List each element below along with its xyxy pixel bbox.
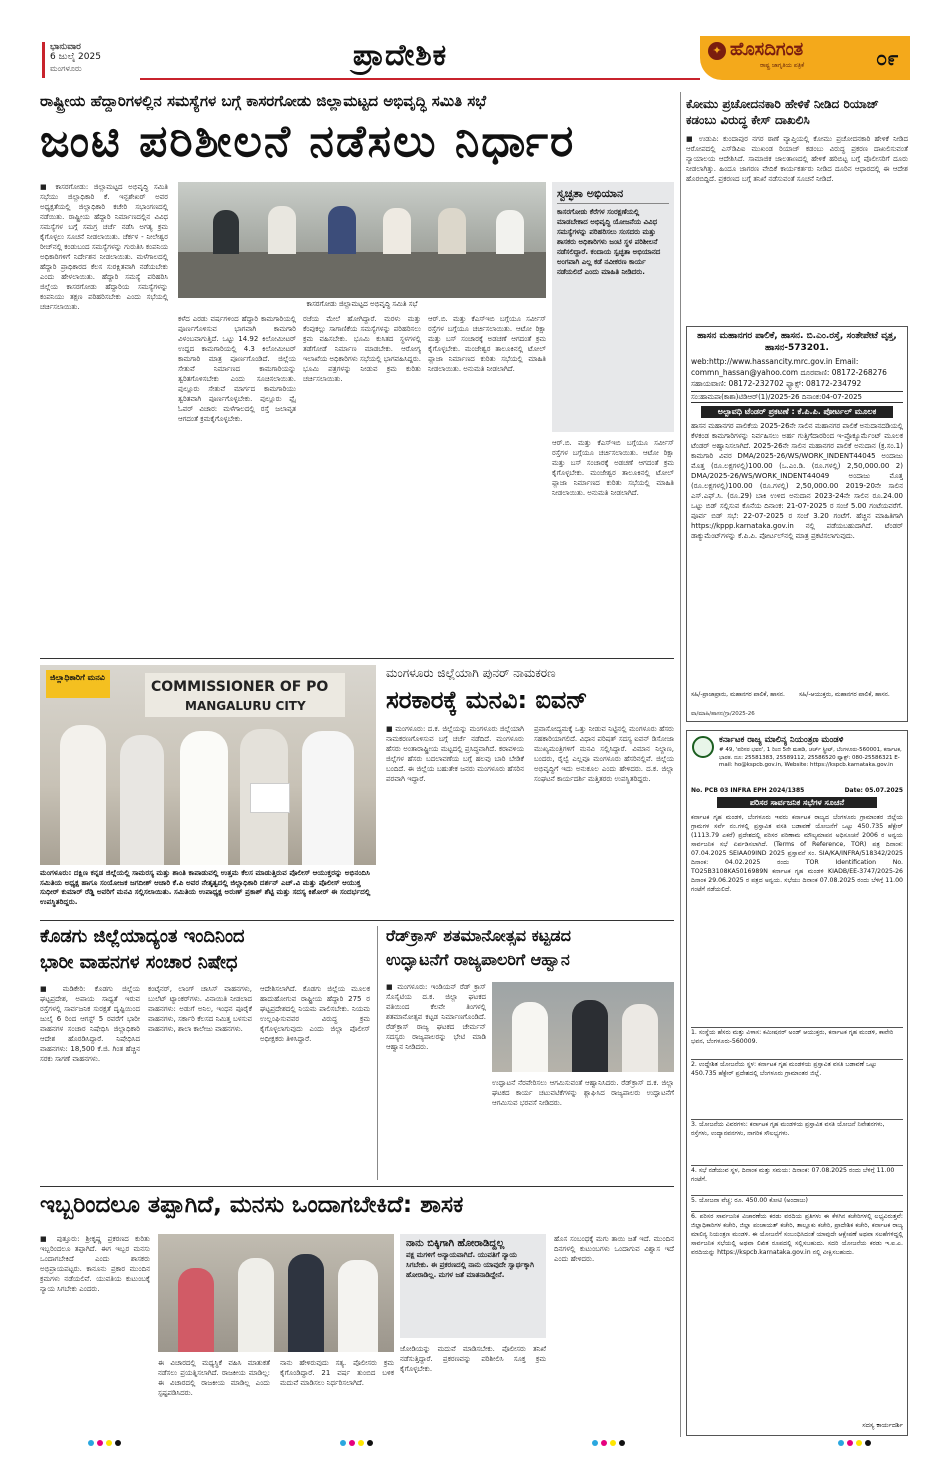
quote-title: ನಾನು ಬಿಕ್ಕಿಗಾಗಿ ಹೋರಾಡಿದ್ದಲ್ಲ — [406, 1238, 505, 1249]
ad2-item-2: 2. ಉದ್ದೇಶಿತ ಯೋಜನೆಯ ಸ್ಥಳ: ಕರ್ನಾಟಕ ಗೃಹ ಮಂಡಳಿಯ ಪ್ರಸ್ತಾವಿತ ವಸತಿ ಬಡಾವಣೆ ಒಟ್ಟು 450.735 ಹೆಕ್ಟೇರ್ ಪ್ರದೇಶದಲ್ಲಿ ಬೆಂಗಳೂರು ಗ್ರಾಮಾಂತರ ಜಿಲ್ಲೆ. — [691, 1059, 903, 1117]
ad1-phone: ಸಹಾಯವಾಣಿ: 08172-232702 ಫ್ಯಾಕ್ಸ್: 08172-234792 — [691, 379, 862, 388]
sidebar-title: ಸ್ವಚ್ಛತಾ ಅಭಿಯಾನ — [557, 187, 669, 204]
ivan-caption: ಮಂಗಳೂರು: ದಕ್ಷಿಣ ಕನ್ನಡ ಜಿಲ್ಲೆಯಲ್ಲಿ ಸಾಮರಸ್ಯ ಮತ್ತು ಶಾಂತಿ ಕಾಪಾಡುವಲ್ಲಿ ಉತ್ತಮ ಕೆಲಸ ಮಾಡುತ್ತಿರುವ ಪೊಲೀಸ್ ಆಯುಕ್ತರನ್ನು ಅಭಿನಂದಿಸಿ ಸಮಿತಿಯ ಅಧ್ಯಕ್ಷ ಹಾಗೂ ಸಂಯೋಜಕ ಜಗದೀಶ್ ಆಚಾರಿ ಕೆ.ಪಿ ಅವರ ನೇತೃತ್ವದಲ್ಲಿ ಜಿಲ್ಲಾಧಿಕಾರಿ ದರ್ಶನ್ ಎಚ್.ವಿ ಮತ್ತು ಪೊಲೀಸ್ ಆಯುಕ್ತ ಸುಧೀರ್ ಕುಮಾರ್ ರೆಡ್ಡಿ ಅವರಿಗೆ ಮನವಿ ಸಲ್ಲಿಸಲಾಯಿತು. ಸಮಿತಿಯ ಉಪಾಧ್ಯಕ್ಷ ಅರುಣ್ ಪ್ರಕಾಶ್ ಶೆಟ್ಟಿ ಮತ್ತು ಸದಸ್ಯ ಕಿಶೋರ್ ಈ ಸಂದರ್ಭದಲ್ಲಿ ಉಪಸ್ಥಿತರಿದ್ದರು. — [40, 868, 371, 906]
lead-col-2: ಕಳೆದ ಎರಡು ವರ್ಷಗಳಿಂದ ಹೆದ್ದಾರಿ ಕಾಮಗಾರಿಯಲ್ಲಿ ಪೂರ್ಣಗೊಳಿಸುವ ಭಾಗವಾಗಿ ಕಾಮಗಾರಿ ವಿಳಂಬವಾಗುತ್ತಿದೆ. ಒಟ್ಟು 14.92 ಕಿಲೋಮೀಟರ್ ಉದ್ದದ ಕಾಮಗಾರಿಯಲ್ಲಿ 4.3 ಕಿಲೋಮೀಟರ್ ಕಾಮಗಾರಿ ಮಾತ್ರ ಪೂರ್ಣಗೊಂಡಿದೆ. ಜಿಲ್ಲೆಯ ಸೇತುವೆ ನಿರ್ಮಾಣದ ಕಾಮಗಾರಿಯನ್ನು ತ್ವರಿತಗೊಳಿಸಬೇಕು ಎಂದು ಸೂಚಿಸಲಾಯಿತು. ಪುಲ್ಲೂರು ಸೇತುವೆ ಮಾರ್ಗದ ಕಾಮಗಾರಿಯು ತ್ವರಿತವಾಗಿ ಪೂರ್ಣಗೊಳ್ಳಬೇಕು. ಪುಲ್ಲೂರು ಪ್ಲೈ ಓವರ್ ವಿಚಾರ: ಮಳೆಗಾಲದಲ್ಲಿ ರಸ್ತೆ ಜಲಾವೃತ ಆಗದಂತೆ ಕ್ರಮಕೈಗೊಳ್ಳಬೇಕು. — [178, 315, 296, 423]
lead-photo-caption: ಕಾಸರಗೋಡು ಜಿಲ್ಲಾಮಟ್ಟದ ಅಭಿವೃದ್ಧಿ ಸಮಿತಿ ಸಭೆ — [178, 300, 546, 309]
lead-col-5-text: ಆರ್.ಬಿ. ಮತ್ತು ಕೆಎಸ್‌ಇಬಿ ಬಗ್ಗೆಯೂ ಸರ್ವೀಸ್ ರಸ್ತೆಗಳ ಬಗ್ಗೆಯೂ ಚರ್ಚಿಸಲಾಯಿತು. ಆಟೋ ರಿಕ್ಷಾ ಮತ್ತು ಬಸ್ ಸಂಚಾರಕ್ಕೆ ಅಡಚಣೆ ಆಗದಂತೆ ಕ್ರಮ ಕೈಗೊಳ್ಳಬೇಕು. ಮಂಜೇಶ್ವರ ತಾಲೂಕಿನಲ್ಲಿ ಟೋಲ್ ಪ್ಲಾಜಾ ನಿರ್ಮಾಣದ ಕುರಿತು ಸಭೆಯಲ್ಲಿ ಮಾಹಿತಿ ನೀಡಲಾಯಿತು. ಅನುಮತಿ ನೀಡಲಾಗಿದೆ. — [552, 439, 674, 497]
lead-kicker: ರಾಷ್ಟ್ರೀಯ ಹೆದ್ದಾರಿಗಳಲ್ಲಿನ ಸಮಸ್ಯೆಗಳ ಬಗ್ಗೆ ಕಾಸರಗೋಡು ಜಿಲ್ಲಾಮಟ್ಟದ ಅಭಿವೃದ್ಧಿ ಸಮಿತಿ ಸಭೆ — [40, 92, 487, 110]
ivan-kicker: ಮಂಗಳೂರು ಜಿಲ್ಲೆಯಾಗಿ ಪುನರ್ ನಾಮಕರಣ — [386, 666, 556, 680]
registration-marks-3 — [592, 1440, 632, 1450]
ivan-col-2: ಪ್ರವಾಸೋದ್ಯಮಕ್ಕೆ ಒತ್ತು ನೀಡುವ ನಿಟ್ಟಿನಲ್ಲಿ ಮಂಗಳೂರು ಹೆಸರು ಸಹಕಾರಿಯಾಗಲಿದೆ. ವಿಧಾನ ಪರಿಷತ್ ಸದಸ್ಯ ಐವನ್ ಡಿಸೋಜಾ ಮುಖ್ಯಮಂತ್ರಿಗಳಿಗೆ ಮನವಿ ಸಲ್ಲಿಸಿದ್ದಾರೆ. ವಿಮಾನ ನಿಲ್ದಾಣ, ಬಂದರು, ರೈಲ್ವೆ ಎಲ್ಲವೂ ಮಂಗಳೂರು ಹೆಸರಿನಲ್ಲಿವೆ. ಜಿಲ್ಲೆಯ ಅಭಿವೃದ್ಧಿಗೆ ಇದು ಅನುಕೂಲ ಎಂದು ಹೇಳಿದರು. ದ.ಕ. ಜಿಲ್ಲಾ ಸಂಘಟನೆ ಕಾರ್ಯದರ್ಶಿ ಮತ್ತಿತರರು ಉಪಸ್ಥಿತರಿದ್ದರು. — [534, 725, 674, 783]
reg-yellow-2 — [358, 1440, 364, 1446]
court-text: ■ ಉಡುಪಿ: ಕುಂದಾಪುರ ನಗರ ಠಾಣೆ ವ್ಯಾಪ್ತಿಯಲ್ಲಿ ಕೋಮು ಪ್ರಚೋದನಕಾರಿ ಹೇಳಿಕೆ ನೀಡಿದ ಆರೋಪದಲ್ಲಿ ಎಸ್‌ಡಿಪಿಐ ಮುಖಂಡ ರಿಯಾಜ್ ಕಡಂಬು ವಿರುದ್ಧ ಪ್ರಕರಣ ದಾಖಲಿಸುವಂತೆ ನ್ಯಾಯಾಲಯ ಆದೇಶಿಸಿದೆ. ಸಾಮಾಜಿಕ ಜಾಲತಾಣದಲ್ಲಿ ಹೇಳಿಕೆ ಹರಿಬಿಟ್ಟ ಬಗ್ಗೆ ಪೊಲೀಸರಿಗೆ ದೂರು ನೀಡಲಾಗಿತ್ತು. ಹಿಂದೂ ಜಾಗರಣ ವೇದಿಕೆ ಕಾರ್ಯಕರ್ತರು ನೀಡಿದ ದೂರಿನ ಆಧಾರದಲ್ಲಿ ಈ ಆದೇಶ ಹೊರಬಿದ್ದಿದೆ. ಪ್ರಕರಣದ ಬಗ್ಗೆ ತನಿಖೆ ನಡೆಸುವಂತೆ ಸೂಚನೆ ನೀಡಿದೆ. — [686, 135, 908, 183]
ad1-sign-left: ಸಹಿ/-ಪ್ರಾಜಾಪ್ರಾರು, ಮಹಾನಗರ ಪಾಲಿಕೆ, ಹಾಸನ. — [691, 691, 785, 698]
divider-lead-bottom — [40, 658, 674, 659]
reg-yellow-3 — [610, 1440, 616, 1446]
logo-block — [700, 36, 910, 80]
sign-board-line-1: COMMISSIONER OF PO — [151, 679, 329, 695]
ibbaru-photo — [158, 1234, 394, 1352]
lead-col-1: ■ ಕಾಸರಗೋಡು: ಜಿಲ್ಲಾಮಟ್ಟದ ಅಭಿವೃದ್ಧಿ ಸಮಿತಿ ಸಭೆಯು ಜಿಲ್ಲಾಧಿಕಾರಿ ಕೆ. ಇನ್ಬಶೇಖರ್ ಅವರ ಅಧ್ಯಕ್ಷತೆಯಲ್ಲಿ ಜಿಲ್ಲಾಧಿಕಾರಿ ಕಚೇರಿ ಸಭಾಂಗಣದಲ್ಲಿ ನಡೆಯಿತು. ರಾಷ್ಟ್ರೀಯ ಹೆದ್ದಾರಿ ನಿರ್ಮಾಣದಲ್ಲಿನ ವಿವಿಧ ಸಮಸ್ಯೆಗಳ ಬಗ್ಗೆ ಸಮಗ್ರ ಚರ್ಚೆ ನಡೆಸಿ ಅಗತ್ಯ ಕ್ರಮ ಕೈಗೊಳ್ಳಲು ಸೂಚನೆ ನೀಡಲಾಯಿತು. ಚೆರ್ಕಳ - ನೀಲೇಶ್ವರ ರೀಚ್‌ನಲ್ಲಿ ಕಂಡುಬಂದ ಸಮಸ್ಯೆಗಳನ್ನು ಗುರುತಿಸಿ ಕಂಪನಿಯ ಅಧಿಕಾರಿಗಳಿಗೆ ನಿರ್ದೇಶನ ನೀಡಲಾಯಿತು. ಮಳೆಗಾಲದಲ್ಲಿ ಹೆದ್ದಾರಿ ಪ್ರಾಧಿಕಾರದ ಕೆಲಸ ಸುರಕ್ಷಿತವಾಗಿ ನಡೆಯಬೇಕು ಎಂದು ಹೇಳಲಾಯಿತು. ಹೆದ್ದಾರಿ ಸಮಸ್ಯೆ ಪರಿಹರಿಸಿ ಜಿಲ್ಲೆಯ ಕಾಸರಗೋಡು ಹೆದ್ದಾರಿಯ ಸಮಸ್ಯೆಗಳನ್ನು ಕಂಪನಿಯು ತಕ್ಷಣ ಪರಿಹರಿಸಬೇಕು ಎಂದು ಸಭೆಯಲ್ಲಿ ಚರ್ಚಿಸಲಾಯಿತು. — [40, 183, 168, 311]
divider-kodagu-redcross — [377, 926, 378, 1180]
ad2-item-3: 3. ಯೋಜನೆಯ ವಿವರಗಳು: ಕರ್ನಾಟಕ ಗೃಹ ಮಂಡಳಿಯ ಪ್ರಸ್ತಾವಿತ ವಸತಿ ಯೋಜನೆ ನಿವೇಶನಗಳು, ರಸ್ತೆಗಳು, ಉದ್ಯಾನವನಗಳು, ನಾಗರಿಕ ಸೌಲಭ್ಯಗಳು. — [691, 1119, 903, 1163]
ad2-body: ಕರ್ನಾಟಕ ಗೃಹ ಮಂಡಳಿ, ಬೆಂಗಳೂರು ಇವರು ಕರ್ನಾಟಕ ರಾಜ್ಯದ ಬೆಂಗಳೂರು ಗ್ರಾಮಾಂತರ ಜಿಲ್ಲೆಯ ಗ್ರಾಮಗಳ ಸರ್ವೆ ನಂ.ಗಳಲ್ಲಿ ಪ್ರಸ್ತಾವಿತ ವಸತಿ ಬಡಾವಣೆ ಯೋಜನೆಗೆ ಒಟ್ಟು 450.735 ಹೆಕ್ಟೇರ್ (1113.79 ಎಕರೆ) ಪ್ರದೇಶದಲ್ಲಿ ಪರಿಸರ ಪರಿಣಾಮ ಮೌಲ್ಯಮಾಪನ ಅಧಿಸೂಚನೆ 2006 ರ ಅನ್ವಯ ಸಾರ್ವಜನಿಕ ಸಭೆ ಏರ್ಪಡಿಸಲಾಗಿದೆ. (Terms of Reference, TOR) ಪತ್ರ ದಿನಾಂಕ: 07.04.2025 SEIAA09IND 2025 ಪ್ರಸ್ತಾವನೆ ಸಂ. SIA/KA/INFRA/518342/2025 ದಿನಾಂಕ: 04.02.2025 ರಂದು TOR Identification No. TO25B3108KA5016989N ಕರ್ನಾಟಕ ಗೃಹ ಮಂಡಳಿ KIADB/EE-3747/2025-26 ದಿನಾಂಕ 29.06.2025 ರ ಪತ್ರದ ಅನ್ವಯ. ಸಭೆಯು ದಿನಾಂಕ 07.08.2025 ರಂದು ಬೆಳಿಗ್ಗೆ 11.00 ಗಂಟೆಗೆ ನಡೆಯಲಿದೆ. — [691, 814, 903, 893]
masthead — [0, 0, 945, 80]
ad1-title: ಅಲ್ಪಾವಧಿ ಟೆಂಡರ್ ಪ್ರಕಟಣೆ : ಕೆ.ಪಿ.ಪಿ. ಪೋರ್ಟಲ್ ಮೂಲಕ — [701, 406, 893, 418]
logo-text: ಹೊಸದಿಗಂತ — [730, 39, 804, 60]
person-1 — [213, 210, 239, 254]
ad2-item-5: 5. ಯೋಜನಾ ವೆಚ್ಚ: ರೂ. 450.00 ಕೋಟಿ (ಅಂದಾಜು) — [691, 1195, 903, 1209]
reg-magenta-4 — [847, 1440, 853, 1446]
section-rule — [140, 78, 700, 80]
ad1-foot: ವಾ/ಮಾಹಿ/ಹಾಸನ/ಗ್ರಾ/2025-26 — [691, 711, 755, 717]
date-block — [42, 42, 137, 78]
ibbaru-col-4: ಜೋಡಿಯನ್ನು ಮದುವೆ ಮಾಡಿಸಬೇಕು. ಪೊಲೀಸರು ತನಿಖೆ ನಡೆಸುತ್ತಿದ್ದಾರೆ. ಪ್ರಕರಣವನ್ನು ಪರಿಶೀಲಿಸಿ ಸೂಕ್ತ ಕ್ರಮ ಕೈಗೊಳ್ಳಬೇಕು. — [400, 1345, 546, 1373]
redcross-headline-2: ಉದ್ಘಾಟನೆಗೆ ರಾಜ್ಯಪಾಲರಿಗೆ ಆಹ್ವಾನ — [386, 950, 570, 969]
ibbaru-col-1: ■ ಪುತ್ತೂರು: ಶ್ರೀಕೃಷ್ಣ ಪ್ರಕರಣದ ಕುರಿತು ಇಬ್ಬರಿಂದಲೂ ತಪ್ಪಾಗಿದೆ. ಈಗ ಇಬ್ಬರ ಮನಸು ಒಂದಾಗಬೇಕಿದೆ ಎಂದು ಶಾಸಕರು ಅಭಿಪ್ರಾಯಪಟ್ಟರು. ಕಾನೂನು ಪ್ರಕಾರ ಮುಂದಿನ ಕ್ರಮಗಳು ನಡೆಯಲಿವೆ. ಯುವತಿಯ ಕುಟುಂಬಕ್ಕೆ ನ್ಯಾಯ ಸಿಗಬೇಕು ಎಂದರು. — [40, 1235, 150, 1293]
ivan-badge — [46, 670, 110, 698]
reg-magenta-2 — [349, 1440, 355, 1446]
ibbaru-col-5: ಹೊಸ ಸಂಬಂಧಕ್ಕೆ ಮಗು ತಾಯಿ ಜತೆ ಇದೆ. ಮುಂದಿನ ದಿನಗಳಲ್ಲಿ ಕುಟುಂಬಗಳು ಒಂದಾಗುವ ವಿಶ್ವಾಸ ಇದೆ ಎಂದು ಹೇಳಿದರು. — [554, 1235, 674, 1263]
ad1-org: ಹಾಸನ ಮಹಾನಗರ ಪಾಲಿಕೆ, ಹಾಸನ. ಬಿ.ಎಂ.ರಸ್ತೆ, ಸಂತೇಪೇಟೆ ವೃತ್ತ, ಹಾಸನ-573201. — [697, 331, 897, 353]
man-left — [60, 725, 106, 865]
ibbaru-headline: ಇಬ್ಬರಿಂದಲೂ ತಪ್ಪಾಗಿದೆ, ಮನಸು ಒಂದಾಗಬೇಕಿದೆ: ಶಾಸಕ — [40, 1192, 464, 1218]
person-4 — [383, 208, 411, 254]
reg-cyan-4 — [838, 1440, 844, 1446]
ad1-sign-right: ಸಹಿ/-ಆಯುಕ್ತರು, ಮಹಾನಗರ ಪಾಲಿಕೆ, ಹಾಸನ. — [799, 691, 890, 698]
divider-right-column — [680, 92, 681, 1437]
person-5 — [438, 208, 466, 254]
reg-cyan-2 — [340, 1440, 346, 1446]
redcross-headline-1: ರೆಡ್‌ಕ್ರಾಸ್ ಶತಮಾನೋತ್ಸವ ಕಟ್ಟಡದ — [386, 926, 571, 945]
ad2-item-1: 1. ಸಂಸ್ಥೆಯ ಹೆಸರು ಮತ್ತು ವಿಳಾಸ: ಕಮೀಷನರ್ ಅಂಡ್ ಆಯುಕ್ತರು, ಕರ್ನಾಟಕ ಗೃಹ ಮಂಡಳಿ, ಕಾವೇರಿ ಭವನ, ಬೆಂಗಳೂರು-560009. — [691, 1027, 903, 1057]
section-title: ಪ್ರಾದೇಶಿಕ — [352, 38, 448, 73]
ad2-date: Date: 05.07.2025 — [844, 787, 903, 794]
woman — [178, 1268, 214, 1352]
ivan-badge-text: ಜಿಲ್ಲಾಧಿಕಾರಿಗೆ ಮನವಿ — [50, 673, 105, 682]
kodagu-headline-2: ಭಾರೀ ವಾಹನಗಳ ಸಂಚಾರ ನಿಷೇಧ — [40, 952, 238, 973]
lead-photo — [178, 182, 546, 298]
man-b — [288, 1254, 324, 1352]
reg-black-2 — [367, 1440, 373, 1446]
kspcb-notice-ad — [686, 730, 908, 1436]
ibbaru-quote-box — [400, 1234, 546, 1338]
lead-sidebar — [552, 182, 674, 432]
divider-kodagu-bottom — [40, 1186, 674, 1187]
redcross-photo — [492, 982, 674, 1072]
delegate-2 — [622, 1004, 658, 1072]
quote-text: ಪಕ್ಷ ಮಗಳಿಗೆ ಅನ್ಯಾಯವಾಗಿದೆ. ಯುವತಿಗೆ ನ್ಯಾಯ ಸಿಗಬೇಕು. ಈ ಪ್ರಕರಣದಲ್ಲಿ ನಾನು ಯಾವುದೇ ಸ್ವಾರ್ಥಕ್ಕಾಗಿ ಹೋರಾಡಿಲ್ಲ. ಮಗಳ ಜತೆ ಮಾತನಾಡಿದ್ದೇನೆ. — [406, 1251, 534, 1279]
logo-tagline: ರಾಷ್ಟ್ರ ಜಾಗೃತಿಯ ಪತ್ರಿಕೆ — [760, 62, 805, 69]
reg-magenta — [97, 1440, 103, 1446]
meeting-table — [178, 252, 546, 298]
man-5 — [302, 731, 354, 865]
man-c — [338, 1260, 378, 1352]
lead-col-4: ಆರ್.ಬಿ. ಮತ್ತು ಕೆಎಸ್‌ಇಬಿ ಬಗ್ಗೆಯೂ ಸರ್ವೀಸ್ ರಸ್ತೆಗಳ ಬಗ್ಗೆಯೂ ಚರ್ಚಿಸಲಾಯಿತು. ಆಟೋ ರಿಕ್ಷಾ ಮತ್ತು ಬಸ್ ಸಂಚಾರಕ್ಕೆ ಅಡಚಣೆ ಆಗದಂತೆ ಕ್ರಮ ಕೈಗೊಳ್ಳಬೇಕು. ಮಂಜೇಶ್ವರ ತಾಲೂಕಿನಲ್ಲಿ ಟೋಲ್ ಪ್ಲಾಜಾ ನಿರ್ಮಾಣದ ಕುರಿತು ಸಭೆಯಲ್ಲಿ ಮಾಹಿತಿ ನೀಡಲಾಯಿತು. ಅನುಮತಿ ನೀಡಲಾಗಿದೆ. — [428, 315, 546, 373]
court-headline: ಕೋಮು ಪ್ರಚೋದನಕಾರಿ ಹೇಳಿಕೆ ನೀಡಿದ ರಿಯಾಜ್ ಕಡಂಬು ವಿರುದ್ಧ ಕೇಸ್ ದಾಖಲಿಸಿ — [686, 97, 879, 127]
masthead-edition: ಮಂಗಳೂರು — [50, 64, 82, 73]
sign-board-line-2: MANGALURU CITY — [185, 699, 306, 713]
kodagu-col-3: ಆದೇಶಿಸಲಾಗಿದೆ. ಕೊಡಗು ಜಿಲ್ಲೆಯ ಮೂಲಕ ಹಾದುಹೋಗುವ ರಾಷ್ಟ್ರೀಯ ಹೆದ್ದಾರಿ 275 ರ ಘಟ್ಟಪ್ರದೇಶದಲ್ಲಿ ನಿಯಮ ಪಾಲಿಸಬೇಕು. ನಿಯಮ ಉಲ್ಲಂಘಿಸುವವರ ವಿರುದ್ಧ ಕ್ರಮ ಕೈಗೊಳ್ಳಲಾಗುವುದು ಎಂದು ಜಿಲ್ಲಾ ಪೊಲೀಸ್ ಅಧೀಕ್ಷಕರು ತಿಳಿಸಿದ್ದಾರೆ. — [260, 985, 370, 1043]
ad2-sign: ಸದಸ್ಯ ಕಾರ್ಯದರ್ಶಿ — [862, 1421, 903, 1429]
man-2 — [120, 735, 164, 865]
kodagu-headline-1: ಕೊಡಗು ಜಿಲ್ಲೆಯಾದ್ಯಂತ ಇಂದಿನಿಂದ — [40, 926, 245, 947]
ad2-item-4: 4. ಸಭೆ ನಡೆಯುವ ಸ್ಥಳ, ದಿನಾಂಕ ಮತ್ತು ಸಮಯ: ದಿನಾಂಕ: 07.08.2025 ರಂದು ಬೆಳಿಗ್ಗೆ 11.00 ಗಂಟೆಗೆ. — [691, 1165, 903, 1193]
person-2 — [268, 206, 296, 254]
ad1-body: ಹಾಸನ ಮಹಾನಗರ ಪಾಲಿಕೆಯ 2025-26ನೇ ಸಾಲಿನ ಮಹಾನಗರ ಪಾಲಿಕೆ ಅನುದಾನದಡಿಯಲ್ಲಿ ಕೆಳಕಂಡ ಕಾಮಗಾರಿಗಳನ್ನು ನಿರ್ವಹಿಸಲು ಅರ್ಹ ಗುತ್ತಿಗೆದಾರರಿಂದ ಇ-ಪ್ರೊಕ್ಯೂರ್ಮೆಂಟ್ ಮೂಲಕ ಟೆಂಡರ್ ಅಹ್ವಾನಿಸಲಾಗಿದೆ. 2025-26ನೇ ಸಾಲಿನ ಮಹಾನಗರ ಪಾಲಿಕೆ ಅನುದಾನ (ಕ್ರ.ಸಂ.1) ಕಾಮಗಾರಿ ವಿವರ DMA/2025-26/WS/WORK_INDENT44045 ಅಂದಾಜು ಮೊತ್ತ (ರೂ.ಲಕ್ಷಗಳಲ್ಲಿ)100.00 (ಒ.ಎಂ.ಡಿ. (ರೂ.ಗಳಲ್ಲಿ) 2,50,000.00 2) DMA/2025-26/WS/WORK_INDENT44049 ಅಂದಾಜು ಮೊತ್ತ (ರೂ.ಲಕ್ಷಗಳಲ್ಲಿ)100.00 (ರೂ.ಗಳಲ್ಲಿ) 2,50,000.00 2019-20ನೇ ಸಾಲಿನ ಎಸ್.ಎಫ್.ಸಿ. (ರೂ.29) ಬಾಕಿ ಉಳಿದ ಅನುದಾನ 2023-24ನೇ ಸಾಲಿನ ರೂ.24.00 ಒಟ್ಟು ಬಿಡ್ ಸಲ್ಲಿಸುವ ಕೊನೆಯ ದಿನಾಂಕ: 21-07-2025 ರ ಸಂಜೆ 5.00 ಗಂಟೆಯವರೆಗೆ. ಪೂರ್ವ ಬಿಡ್ ಸಭೆ: 22-07-2025 ರ ಸಂಜೆ 3.20 ಗಂಟೆಗೆ. ಹೆಚ್ಚಿನ ಮಾಹಿತಿಗಾಗಿ https://kppp.karnataka.gov.in ನಲ್ಲಿ ಪಡೆಯಬಹುದಾಗಿದೆ. ಟೆಂಡರ್ ಡಾಕ್ಯುಮೆಂಟ್‌ಗಳನ್ನು ಕೆ.ಪಿ.ಪಿ. ಪೋರ್ಟಲ್‌ನಲ್ಲಿ ಮಾತ್ರ ಪ್ರಕಟಿಸಲಾಗುವುದು. — [691, 422, 903, 540]
ad2-ref: No. PCB 03 INFRA EPH 2024/1385 — [691, 787, 805, 794]
reg-yellow — [106, 1440, 112, 1446]
ad2-address: # 49, 'ಪರಿಸರ ಭವನ', 1 ರಿಂದ 5ನೇ ಮಹಡಿ, ಚರ್ಚ್ ಸ್ಟ್ರೀಟ್, ಬೆಂಗಳೂರು-560001, ಕರ್ನಾಟಕ, ಭಾರತ. ದೂ: 25581383, 25589112, 25586520 ಫ್ಯಾಕ್ಸ್: 080-25586321 E-mail: ho@kspcb.gov.in, Website: https://kspcb.karnataka.gov.in — [719, 747, 902, 768]
lead-col-3: ರಜೆಯ ಮೇಲೆ ಹೋಗಿದ್ದಾರೆ. ಮರಳು ಮತ್ತು ಕೆಂಪುಕಲ್ಲು ಸಾಗಾಣಿಕೆಯ ಸಮಸ್ಯೆಗಳನ್ನು ಪರಿಹರಿಸಲು ಕ್ರಮ ವಹಿಸಬೇಕು. ಭೂಮಿ ಕುಸಿತದ ಸ್ಥಳಗಳಲ್ಲಿ ತಡೆಗೋಡೆ ನಿರ್ಮಾಣ ಮಾಡಬೇಕು. ಆರೋಗ್ಯ ಇಲಾಖೆಯ ಅಧಿಕಾರಿಗಳು ಸಭೆಯಲ್ಲಿ ಭಾಗವಹಿಸಿದ್ದರು. ಭೂಮಿ ಪತ್ರಗಳನ್ನು ನೀಡುವ ಕ್ರಮ ಕುರಿತು ಚರ್ಚಿಸಲಾಯಿತು. — [303, 315, 421, 383]
reg-black-4 — [865, 1440, 871, 1446]
ad2-org: ಕರ್ನಾಟಕ ರಾಜ್ಯ ಮಾಲಿನ್ಯ ನಿಯಂತ್ರಣ ಮಂಡಳಿ — [719, 735, 844, 745]
lead-col-5 — [552, 438, 674, 650]
kodagu-col-1: ■ ಮಡಿಕೇರಿ: ಕೊಡಗು ಜಿಲ್ಲೆಯ ಘಟ್ಟಪ್ರದೇಶ, ಅಪಾಯ ಸಾಧ್ಯತೆ ಇರುವ ರಸ್ತೆಗಳಲ್ಲಿ ಸಾರ್ವಜನಿಕ ಸುರಕ್ಷತೆ ದೃಷ್ಟಿಯಿಂದ ಜುಲೈ 6 ರಿಂದ ಆಗಸ್ಟ್ 5 ರವರೆಗೆ ಭಾರೀ ವಾಹನಗಳ ಸಂಚಾರ ನಿಷೇಧಿಸಿ ಜಿಲ್ಲಾಧಿಕಾರಿ ಆದೇಶ ಹೊರಡಿಸಿದ್ದಾರೆ. ನಿಷೇಧಿಸಿದ ವಾಹನಗಳು: 18,500 ಕೆ.ಜಿ. ಗಿಂತ ಹೆಚ್ಚಿನ ಸರಕು ಸಾಗಣೆ ವಾಹನಗಳು. — [40, 985, 140, 1063]
ad1-web: web:http://www.hassancity.mrc.gov.in Email: commn_hassan@yahoo.com ದೂರವಾಣಿ: 08172-268276 — [691, 357, 887, 377]
ibbaru-col-3: ನಾನು ಹೇಳಿರುವುದು ಸತ್ಯ. ಪೊಲೀಸರು ಕ್ರಮ ಕೈಗೊಂಡಿದ್ದಾರೆ. 21 ವರ್ಷ ತುಂಬಿದ ಬಳಿಕ ಮದುವೆ ಮಾಡಿಸಲು ನಿರ್ಧರಿಸಲಾಗಿದೆ. — [280, 1359, 394, 1387]
ad1-ref: ಸಂ:ಹಾಮಪಾ(ಕಾಶಾ)ಟಿಡಿಆರ್(1)/2025-26 ದಿನಾಂಕ:04-07-2025 — [691, 391, 903, 403]
reg-cyan — [88, 1440, 94, 1446]
registration-marks-2 — [340, 1440, 380, 1450]
governor — [512, 1002, 548, 1072]
man-a — [238, 1258, 274, 1352]
redcross-col-2: ಉದ್ಘಾಟನೆ ನೆರವೇರಿಸಲು ಆಗಮಿಸುವಂತೆ ಆಹ್ವಾನಿಸಿದರು. ರೆಡ್‌ಕ್ರಾಸ್ ದ.ಕ. ಜಿಲ್ಲಾ ಘಟಕದ ಕಾರ್ಯ ಚಟುವಟಿಕೆಗಳನ್ನು ಶ್ಲಾಘಿಸಿದ ರಾಜ್ಯಪಾಲರು ಉದ್ಘಾಟನೆಗೆ ಆಗಮಿಸುವ ಭರವಸೆ ನೀಡಿದರು. — [492, 1079, 674, 1107]
ad2-item-6: 6. ಪರಿಸರ ಸಾರ್ವಜನಿಕ ವಿಚಾರಣೆಯ ಕರಡು ವರದಿಯ ಪ್ರತಿಗಳು ಈ ಕೆಳಗಿನ ಕಚೇರಿಗಳಲ್ಲಿ ಲಭ್ಯವಿರುತ್ತವೆ: ಜಿಲ್ಲಾಧಿಕಾರಿಗಳ ಕಚೇರಿ, ಜಿಲ್ಲಾ ಪಂಚಾಯತ್ ಕಚೇರಿ, ತಾಲ್ಲೂಕು ಕಚೇರಿ, ಪ್ರಾದೇಶಿಕ ಕಚೇರಿ, ಕರ್ನಾಟಕ ರಾಜ್ಯ ಮಾಲಿನ್ಯ ನಿಯಂತ್ರಣ ಮಂಡಳಿ. ಈ ಯೋಜನೆಗೆ ಸಂಬಂಧಿಸಿದಂತೆ ಯಾವುದೇ ಆಕ್ಷೇಪಣೆ ಅಥವಾ ಸಲಹೆಗಳಿದ್ದಲ್ಲಿ ಸಾರ್ವಜನಿಕ ಸಭೆಯಲ್ಲಿ ಅಥವಾ ಲಿಖಿತ ರೂಪದಲ್ಲಿ ಸಲ್ಲಿಸಬಹುದು. ಸದರಿ ಯೋಜನೆಯ ಕರಡು ಇ.ಐ.ಎ. ವರದಿಯನ್ನು https://kspcb.karnataka.gov.in ನಲ್ಲಿ ವೀಕ್ಷಿಸಬಹುದು. — [691, 1211, 903, 1411]
masthead-day: ಭಾನುವಾರ — [50, 42, 81, 52]
person-3 — [328, 206, 356, 254]
ibbaru-col-2: ಈ ವಿಚಾರದಲ್ಲಿ ಮಧ್ಯಸ್ಥಿಕೆ ವಹಿಸಿ ಮಾತುಕತೆ ನಡೆಸಲು ಪ್ರಯತ್ನಿಸಲಾಗಿದೆ. ರಾಜಕೀಯ ಮಾಡಿಲ್ಲ: ಈ ವಿಚಾರದಲ್ಲಿ ರಾಜಕೀಯ ಮಾಡಿಲ್ಲ ಎಂದು ಸ್ಪಷ್ಟಪಡಿಸಿದರು. — [158, 1359, 270, 1397]
ivan-col-1: ■ ಮಂಗಳೂರು: ದ.ಕ. ಜಿಲ್ಲೆಯನ್ನು ಮಂಗಳೂರು ಜಿಲ್ಲೆಯಾಗಿ ನಾಮಕರಣಗೊಳಿಸುವ ಬಗ್ಗೆ ಚರ್ಚೆ ನಡೆದಿದೆ. ಮಂಗಳೂರು ಹೆಸರು ಅಂತಾರಾಷ್ಟ್ರೀಯ ಮಟ್ಟದಲ್ಲಿ ಪ್ರಸಿದ್ಧವಾಗಿದೆ. ಕರಾವಳಿಯ ಜಿಲ್ಲೆಗಳ ಹೆಸರು ಬದಲಾವಣೆಯ ಬಗ್ಗೆ ಹಲವು ಬಾರಿ ಬೇಡಿಕೆ ಬಂದಿದೆ. ಈ ಜಿಲ್ಲೆಯ ಬಹುತೇಕ ಜನರು ಮಂಗಳೂರು ಹೆಸರಿನ ಪರವಾಗಿ ಇದ್ದಾರೆ. — [386, 725, 524, 783]
registration-marks-1 — [88, 1440, 128, 1450]
kodagu-col-2: ಕಂಟೈನರ್, ಲಾಂಗ್ ಚಾಸಿಸ್ ವಾಹನಗಳು, ಬುಲೆಟ್ ಟ್ಯಾಂಕರ್‌ಗಳು. ವಿನಾಯಿತಿ ನೀಡಲಾದ ವಾಹನಗಳು: ಅಡುಗೆ ಅನಿಲ, ಇಂಧನ ಪೂರೈಕೆ ವಾಹನಗಳು, ಸರ್ಕಾರಿ ಕೆಲಸದ ನಿಮಿತ್ತ ಬಳಸುವ ವಾಹನಗಳು, ಶಾಲಾ ಕಾಲೇಜು ವಾಹನಗಳು. — [148, 985, 252, 1033]
sign-board — [145, 673, 345, 717]
page-number: ೦೯ — [876, 46, 899, 70]
lamp-icon: ✦ — [708, 42, 726, 60]
reg-black — [115, 1440, 121, 1446]
lead-headline: ಜಂಟಿ ಪರಿಶೀಲನೆ ನಡೆಸಲು ನಿರ್ಧಾರ — [40, 116, 576, 167]
registration-marks-4 — [838, 1440, 878, 1450]
reg-magenta-3 — [601, 1440, 607, 1446]
ad2-title: ಪರಿಸರ ಸಾರ್ವಜನಿಕ ಸಭೆಗಳ ಸೂಚನೆ — [717, 797, 877, 808]
reg-black-3 — [619, 1440, 625, 1446]
delegate-1 — [572, 1000, 608, 1072]
redcross-col-1: ■ ಮಂಗಳೂರು: ಇಂಡಿಯನ್ ರೆಡ್ ಕ್ರಾಸ್ ಸೊಸೈಟಿಯ ದ.ಕ. ಜಿಲ್ಲಾ ಘಟಕದ ವತಿಯಿಂದ ಕೆಲವೇ ತಿಂಗಳಲ್ಲಿ ಶತಮಾನೋತ್ಸವ ಕಟ್ಟಡ ನಿರ್ಮಾಣಗೊಂಡಿದೆ. ರೆಡ್‌ಕ್ರಾಸ್ ರಾಜ್ಯ ಘಟಕದ ಚೇರ್ಮನ್ ಸದಸ್ಯರು ರಾಜ್ಯಪಾಲರನ್ನು ಭೇಟಿ ಮಾಡಿ ಆಹ್ವಾನ ನೀಡಿದರು. — [386, 983, 486, 1051]
person-6 — [496, 210, 524, 254]
reg-yellow-4 — [856, 1440, 862, 1446]
reg-cyan-3 — [592, 1440, 598, 1446]
memo-paper — [250, 783, 290, 813]
masthead-date: 6 ಜುಲೈ 2025 — [50, 52, 101, 62]
divider-ivan-bottom — [40, 920, 674, 921]
hassan-tender-ad — [686, 326, 908, 722]
man-3 — [180, 731, 228, 865]
kspcb-logo-icon — [692, 736, 714, 758]
ivan-headline: ಸರಕಾರಕ್ಕೆ ಮನವಿ: ಐವನ್ — [386, 686, 588, 714]
sidebar-text: ಕಾಸರಗೋಡು ಕೆರೆಗಳ ಸಂರಕ್ಷಣೆಯಲ್ಲಿ ಮಾಡಬೇಕಾದ ಅಭಿವೃದ್ಧಿ ಯೋಜನೆಯ ವಿವಿಧ ಸಮಸ್ಯೆಗಳನ್ನು ಪರಿಹರಿಸಲು ಸಂಸದರು ಮತ್ತು ಶಾಸಕರು ಅಧಿಕಾರಿಗಳು ಜಂಟಿ ಸ್ಥಳ ಪರಿಶೀಲನೆ ನಡೆಸಲಿದ್ದಾರೆ. ಕಂದಾಯ ಸ್ವಚ್ಛತಾ ಅಭಿಯಾನದ ಅಂಗವಾಗಿ ಎಲ್ಲ ಕಡೆ ನವೀಕರಣ ಕಾರ್ಯ ನಡೆಯಲಿದೆ ಎಂದು ಮಾಹಿತಿ ನೀಡಿದರು. — [557, 208, 661, 276]
